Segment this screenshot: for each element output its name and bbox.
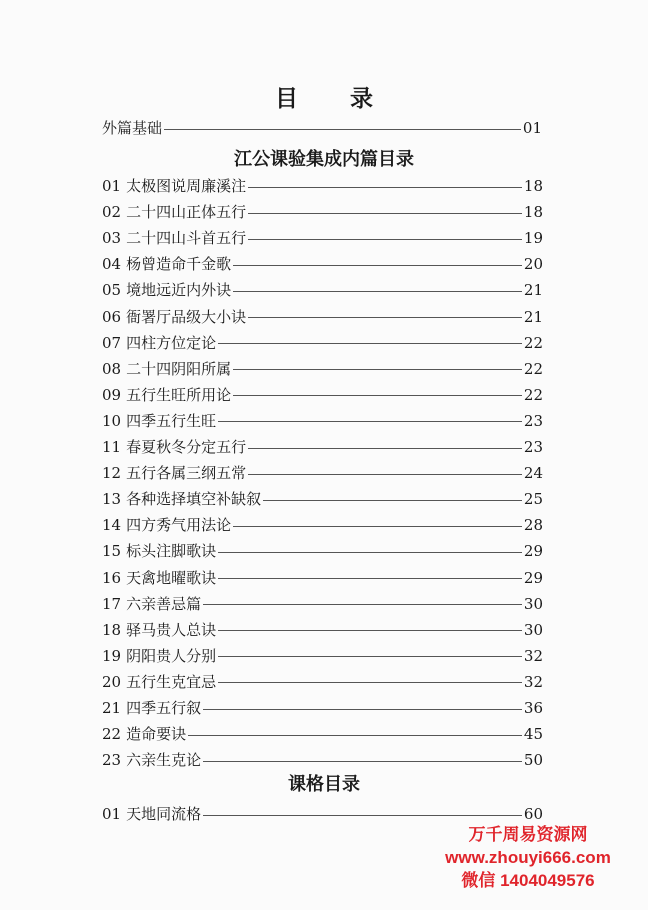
toc-entry-number: 07 — [102, 333, 122, 352]
toc-page-number: 22 — [523, 359, 543, 378]
toc-label: 四季五行叙 — [126, 699, 202, 717]
toc-leader — [233, 369, 522, 370]
toc-entry-number: 17 — [102, 594, 122, 613]
toc-entry — [102, 358, 543, 380]
toc-page-number: 28 — [523, 516, 543, 535]
toc-label: 天禽地曜歌诀 — [126, 568, 217, 587]
toc-entry — [102, 253, 543, 275]
toc-label: 天地同流格 — [126, 805, 202, 823]
toc-entry — [102, 332, 543, 354]
toc-leader — [203, 709, 522, 710]
toc-leader — [248, 239, 522, 240]
toc-entry-number: 16 — [102, 568, 122, 587]
toc-entry — [102, 279, 543, 301]
toc-entry — [102, 410, 543, 432]
toc-label: 二十四山正体五行 — [126, 203, 247, 222]
toc-page-number: 18 — [523, 177, 543, 195]
toc-entry-number: 03 — [102, 229, 122, 248]
watermark-wechat: 微信 1404049576 — [461, 871, 595, 890]
toc-entry — [102, 306, 543, 328]
toc-page-number: 20 — [523, 255, 543, 274]
toc-label: 驿马贵人总诀 — [126, 620, 217, 639]
toc-leader — [263, 500, 522, 501]
toc-entry — [102, 384, 543, 406]
toc-entry — [102, 697, 543, 719]
toc-label: 标头注脚歌诀 — [126, 542, 217, 561]
toc-entry — [102, 723, 543, 745]
toc-leader — [233, 265, 522, 266]
toc-page-number: 24 — [523, 464, 543, 483]
toc-leader — [218, 656, 522, 657]
toc-leader — [248, 448, 522, 449]
toc-entry-number: 06 — [102, 307, 122, 326]
toc-page-number: 22 — [523, 385, 543, 404]
toc-label: 境地远近内外诀 — [126, 281, 232, 300]
toc-entry — [102, 645, 543, 667]
toc-page-number: 23 — [523, 438, 543, 456]
toc-label: 造命要诀 — [126, 725, 187, 744]
toc-page-number: 23 — [523, 411, 543, 430]
watermark-url: www.zhouyi666.com — [445, 848, 611, 867]
toc-entry-number: 15 — [102, 542, 122, 561]
toc-entry-number: 01 — [102, 805, 122, 823]
toc-leader — [164, 129, 521, 130]
toc-entry — [102, 488, 543, 510]
watermark — [418, 823, 638, 892]
toc-label: 四季五行生旺 — [126, 411, 217, 430]
toc-entry-number: 04 — [102, 255, 122, 274]
toc-entry-number: 19 — [102, 646, 122, 665]
toc-entry-number: 13 — [102, 490, 122, 509]
page-title: 目 录 — [274, 85, 395, 112]
toc-leader — [248, 474, 522, 475]
toc-label: 五行生旺所用论 — [126, 385, 232, 404]
toc-leader — [248, 317, 522, 318]
toc-entry-waipian — [102, 117, 542, 139]
toc-page-number: 29 — [523, 568, 543, 587]
toc-entry — [102, 462, 543, 484]
toc-entry-number: 10 — [102, 411, 122, 430]
toc-label: 四柱方位定论 — [126, 333, 217, 352]
toc-page-number: 50 — [523, 751, 543, 770]
toc-label: 春夏秋冬分定五行 — [126, 438, 247, 456]
toc-entry — [102, 593, 543, 615]
toc-leader — [218, 682, 522, 683]
toc-page-number: 45 — [523, 725, 543, 744]
toc-leader — [218, 630, 522, 631]
toc-entry — [102, 619, 543, 641]
toc-leader — [218, 421, 522, 422]
toc-entry-number: 08 — [102, 359, 122, 378]
toc-page-number: 19 — [523, 229, 543, 248]
toc-leader — [248, 213, 522, 214]
toc-label: 二十四阴阳所属 — [126, 359, 232, 378]
toc-entry-number: 20 — [102, 672, 122, 691]
toc-leader — [203, 815, 522, 816]
toc-page-number: 36 — [523, 699, 543, 717]
toc-leader — [203, 761, 522, 762]
toc-entry-number: 12 — [102, 464, 122, 483]
toc-page-number: 21 — [523, 281, 543, 300]
toc-leader — [218, 552, 522, 553]
toc-label: 阴阳贵人分别 — [126, 646, 217, 665]
toc-entry — [102, 540, 543, 562]
toc-label: 各种选择填空补缺叙 — [126, 490, 262, 509]
toc-entry-number: 14 — [102, 516, 122, 535]
toc-label: 四方秀气用法论 — [126, 516, 232, 535]
toc-label: 杨曾造命千金歌 — [126, 255, 232, 274]
toc-entry — [102, 749, 543, 771]
toc-label: 六亲生克论 — [126, 751, 202, 770]
toc-label: 五行生克宜忌 — [126, 672, 217, 691]
section-title-neipian: 江公课验集成内篇目录 — [234, 149, 414, 170]
toc-label: 外篇基础 — [102, 119, 163, 137]
toc-label: 五行各属三纲五常 — [126, 464, 247, 483]
toc-leader — [248, 187, 522, 188]
toc-entry — [102, 803, 543, 825]
toc-entry — [102, 514, 543, 536]
toc-page-number: 30 — [523, 620, 543, 639]
toc-label: 太极图说周廉溪注 — [126, 177, 247, 195]
toc-entry-number: 23 — [102, 751, 122, 770]
toc-entry — [102, 436, 543, 458]
toc-entry-number: 02 — [102, 203, 122, 222]
toc-page-number: 21 — [523, 307, 543, 326]
toc-page-number: 32 — [523, 672, 543, 691]
toc-page-number: 25 — [523, 490, 543, 509]
toc-entry-number: 01 — [102, 177, 122, 195]
toc-page-number: 30 — [523, 594, 543, 613]
toc-leader — [218, 343, 522, 344]
toc-entry — [102, 671, 543, 693]
toc-leader — [233, 526, 522, 527]
toc-entry-number: 05 — [102, 281, 122, 300]
toc-entry — [102, 227, 543, 249]
toc-entry — [102, 201, 543, 223]
toc-label: 衙署厅品级大小诀 — [126, 307, 247, 326]
toc-page-number: 60 — [523, 805, 543, 823]
section-title-kege: 课格目录 — [288, 774, 360, 795]
toc-entry — [102, 175, 543, 197]
toc-entry-number: 18 — [102, 620, 122, 639]
toc-page-number: 29 — [523, 542, 543, 561]
toc-leader — [188, 735, 522, 736]
toc-page-number: 22 — [523, 333, 543, 352]
toc-page-number: 18 — [523, 203, 543, 222]
watermark-site-name: 万千周易资源网 — [468, 825, 588, 844]
toc-entry-number: 21 — [102, 699, 122, 717]
toc-leader — [218, 578, 522, 579]
toc-page-number: 32 — [523, 646, 543, 665]
toc-entry — [102, 567, 543, 589]
toc-entry-number: 11 — [102, 438, 122, 456]
toc-leader — [233, 395, 522, 396]
toc-leader — [233, 291, 522, 292]
toc-entry-number: 22 — [102, 725, 122, 744]
toc-leader — [203, 604, 522, 605]
toc-label: 二十四山斗首五行 — [126, 229, 247, 248]
toc-entry-number: 09 — [102, 385, 122, 404]
toc-label: 六亲善忌篇 — [126, 594, 202, 613]
toc-page-number: 01 — [522, 119, 542, 137]
